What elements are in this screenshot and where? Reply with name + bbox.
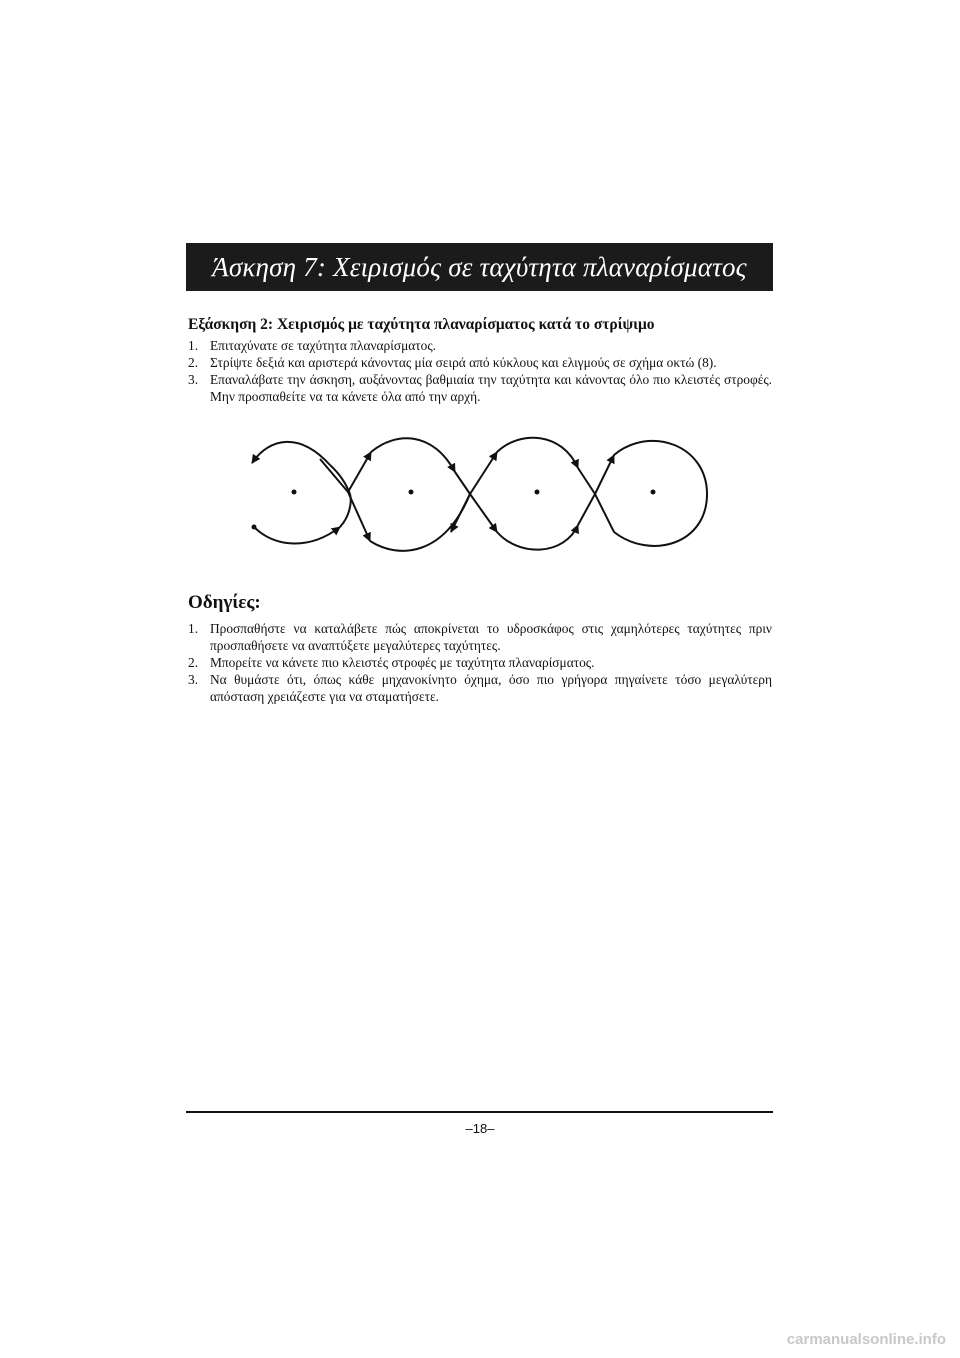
- footer-divider: [186, 1111, 773, 1113]
- turn-path: [614, 441, 707, 546]
- exercise-section: [188, 316, 772, 405]
- guidelines-list: [188, 620, 772, 705]
- center-dot: [535, 490, 540, 495]
- watermark: carmanualsonline.info: [786, 1331, 946, 1348]
- turn-path: [252, 442, 330, 465]
- exercise-steps: [188, 337, 772, 405]
- turn-path: [451, 494, 470, 532]
- center-dot: [292, 490, 297, 495]
- figure-eight-diagram: [230, 425, 730, 565]
- turn-path: [371, 438, 455, 472]
- turn-path: [340, 494, 351, 527]
- list-item: 2. Στρίψτε δεξιά και αριστερά κάνοντας μία σειρά από κύκλους και ελιγμούς σε σχήμα οκτώ (8).: [188, 355, 717, 370]
- list-item: 1. Προσπαθήστε να καταλάβετε πώς αποκρίνεται το υδροσκάφος στις χαμηλότερες ταχύτητες πριν προσπαθήσετε να αναπτύξετε μεγαλύτερες ταχύτητες.: [188, 621, 772, 653]
- list-item: 3. Να θυμάστε ότι, όπως κάθε μηχανοκίνητο όχημα, όσο πιο γρήγορα πηγαίνετε τόσο μεγαλύτερη απόσταση χρειάζεστε για να σταματήσετε.: [188, 672, 772, 704]
- turn-path: [254, 527, 340, 544]
- section-title-bar: [186, 243, 773, 291]
- page-number: –18–: [465, 1121, 495, 1136]
- page-title: Άσκηση 7: Χειρισμός σε ταχύτητα πλαναρίσματος: [212, 251, 747, 282]
- center-dot: [651, 490, 656, 495]
- list-item: 3. Επαναλάβατε την άσκηση, αυξάνοντας βαθμιαία την ταχύτητα και κάνοντας όλο πιο κλειστές στροφές. Μην προσπαθείτε να τα κάνετε όλα από την αρχή.: [188, 372, 772, 404]
- turn-path: [320, 459, 348, 492]
- guidelines-section: [188, 592, 772, 705]
- exercise-heading: Εξάσκηση 2: Χειρισμός με ταχύτητα πλαναρίσματος κατά το στρίψιμο: [188, 316, 655, 333]
- list-item: 2. Μπορείτε να κάνετε πιο κλειστές στροφές με ταχύτητα πλαναρίσματος.: [188, 655, 595, 670]
- turn-path: [348, 452, 371, 492]
- guidelines-heading: Οδηγίες:: [188, 592, 261, 613]
- turn-path: [595, 455, 614, 494]
- turn-path: [470, 494, 497, 532]
- turn-path: [455, 472, 470, 494]
- turn-path: [595, 494, 614, 532]
- turn-path: [497, 525, 578, 550]
- start-dot: [252, 525, 257, 530]
- turn-path: [497, 438, 578, 468]
- turn-path: [470, 452, 497, 494]
- turn-path: [348, 492, 370, 541]
- turn-path: [578, 494, 595, 525]
- turn-path: [578, 468, 595, 494]
- center-dot: [409, 490, 414, 495]
- list-item: 1. Επιταχύνατε σε ταχύτητα πλαναρίσματος.: [188, 338, 436, 353]
